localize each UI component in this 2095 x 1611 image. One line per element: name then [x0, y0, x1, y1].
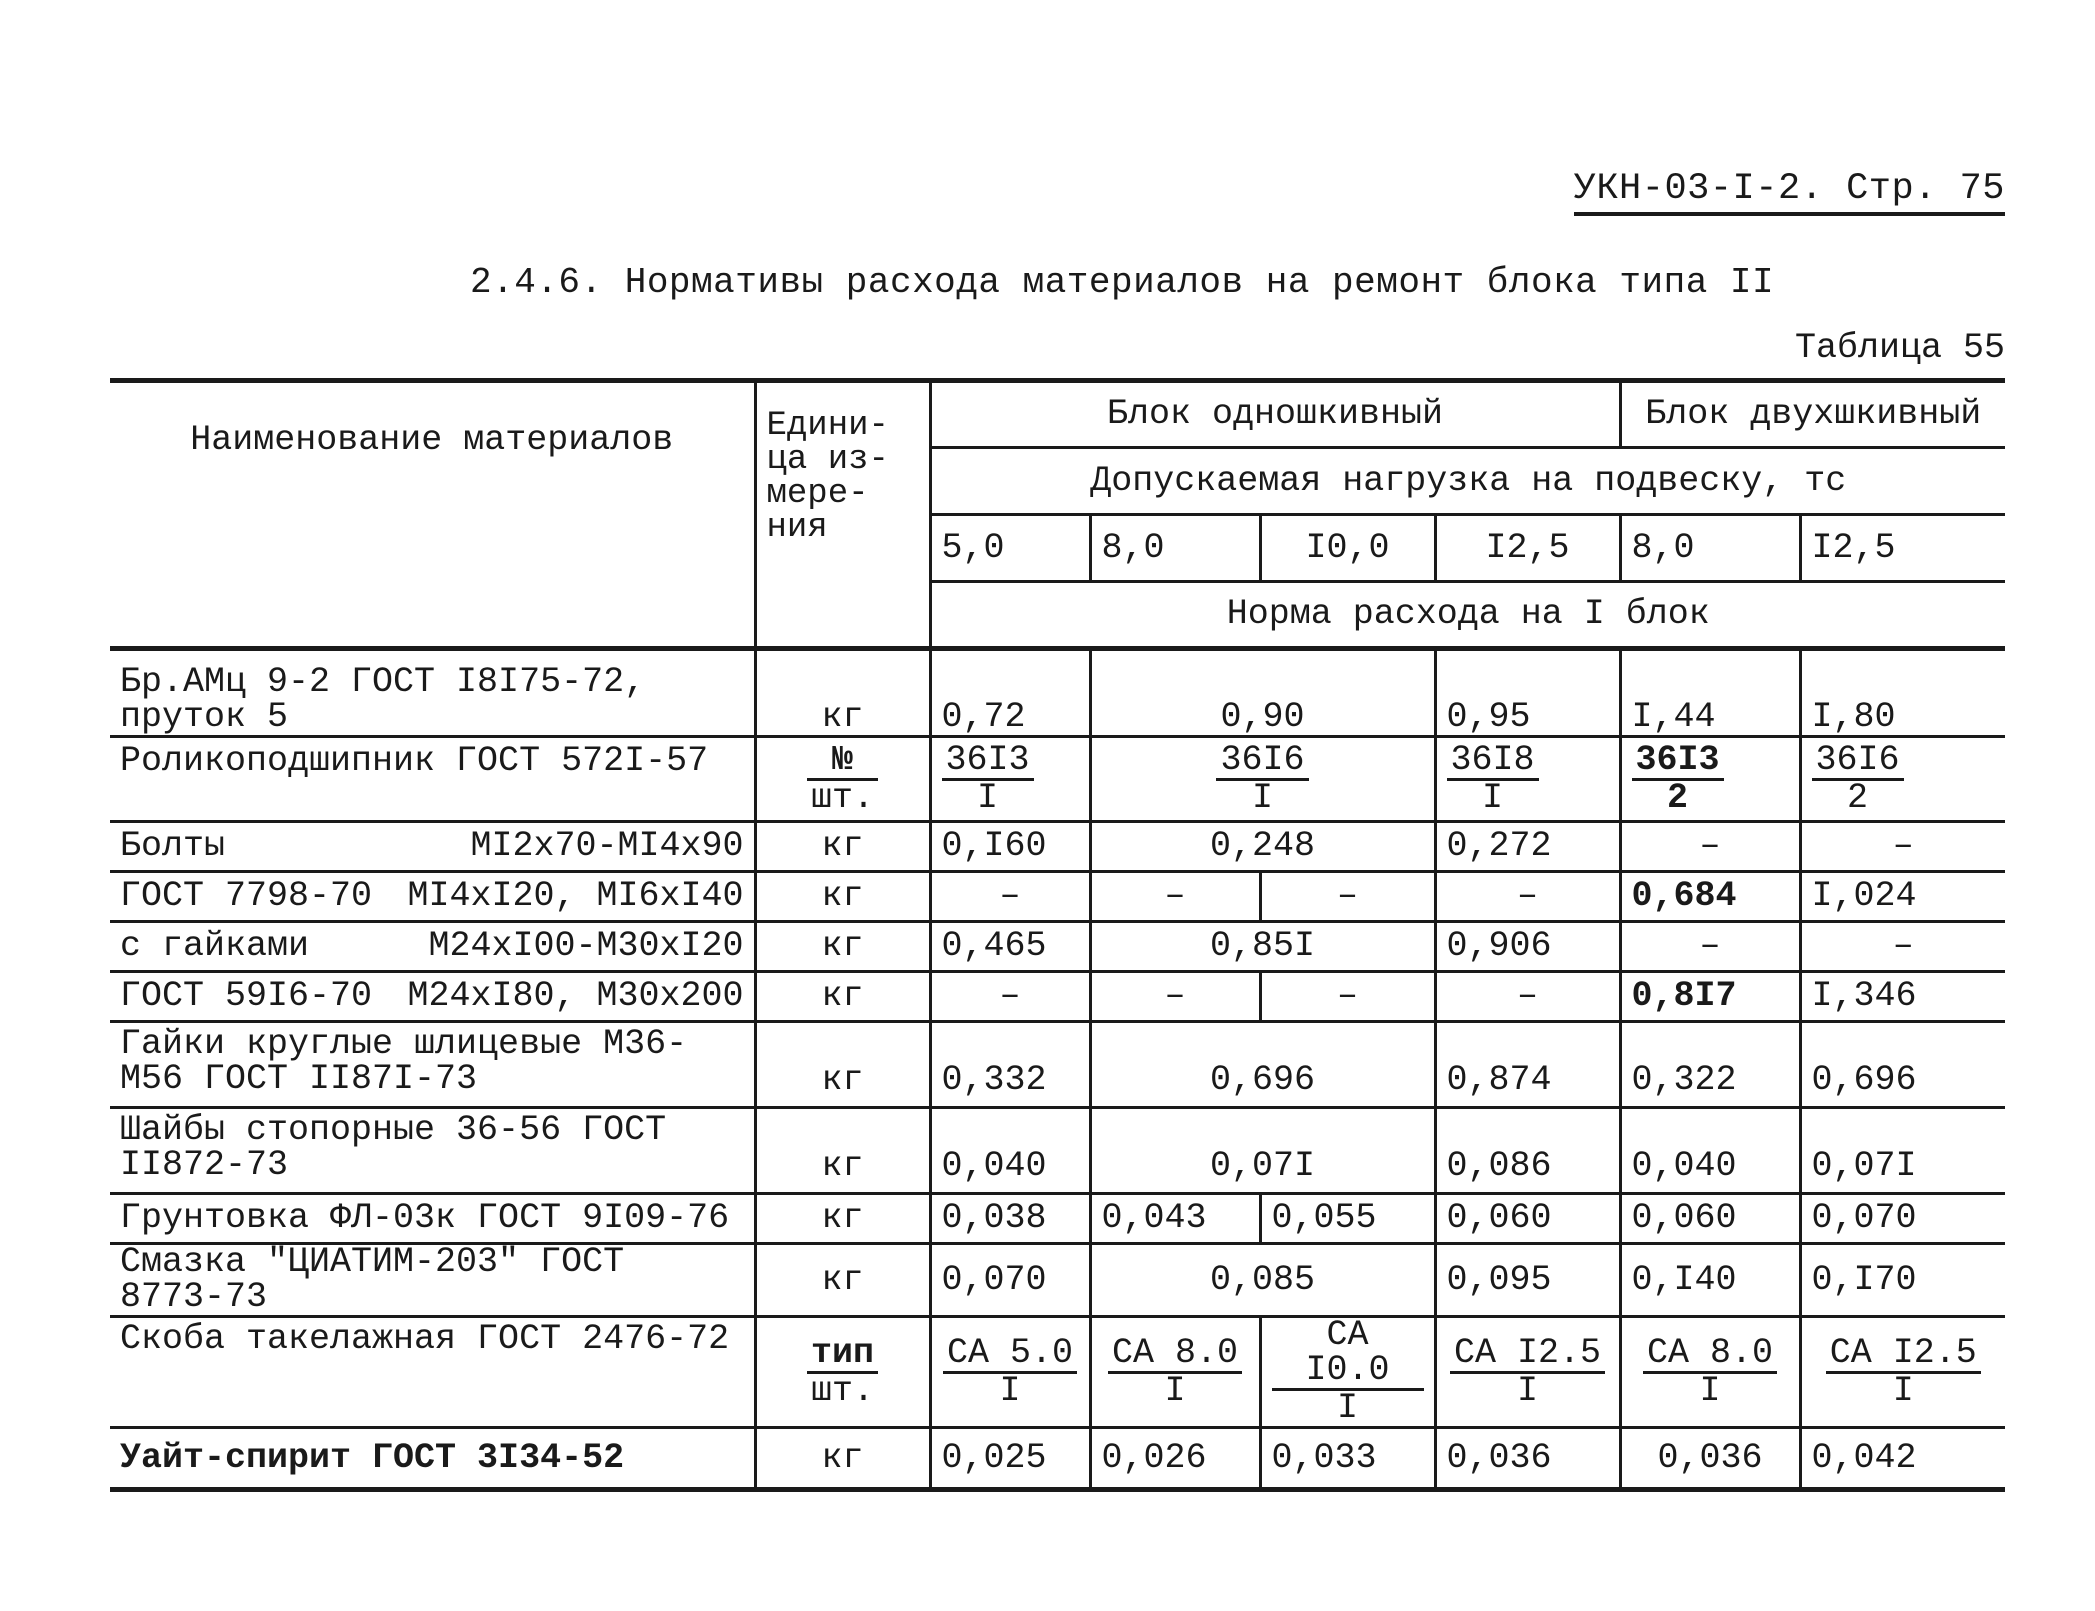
material-name: Роликоподшипник ГОСТ 572I-57: [110, 737, 755, 822]
value-cell: [1620, 1317, 1800, 1428]
value-cell: –: [930, 972, 1090, 1022]
material-name: Шайбы стопорные 36-56 ГОСТ II872-73: [110, 1108, 755, 1194]
material-name: Уайт-спирит ГОСТ 3I34-52: [110, 1428, 755, 1490]
bearing-number: 36I3: [942, 743, 1034, 781]
table-row: [110, 1317, 2005, 1428]
unit-cell: кг: [755, 922, 930, 972]
unit-cell: кг: [755, 1194, 930, 1244]
table-row: [110, 822, 2005, 872]
shackle-quantity: I: [1699, 1370, 1721, 1411]
bearing-quantity: I: [1482, 777, 1504, 818]
value-cell: 0,060: [1435, 1194, 1620, 1244]
shackle-type: CA I2.5: [1450, 1336, 1605, 1374]
value-cell: –: [930, 872, 1090, 922]
value-cell-merged: [1090, 737, 1435, 822]
value-cell: 0,040: [1620, 1108, 1800, 1194]
value-cell: [1620, 737, 1800, 822]
table-row: [110, 1022, 2005, 1108]
unit-numerator: тип: [807, 1336, 878, 1374]
material-name: Скоба такелажная ГОСТ 2476-72: [110, 1317, 755, 1428]
value-cell-merged: 0,85I: [1090, 922, 1435, 972]
value-cell: 0,025: [930, 1428, 1090, 1490]
table-row: [110, 649, 2005, 737]
material-name: Бр.АМц 9-2 ГОСТ I8I75-72, пруток 5: [110, 649, 755, 737]
value-cell: 0,8I7: [1620, 972, 1800, 1022]
load-value: I0,0: [1260, 515, 1435, 582]
value-cell: 0,026: [1090, 1428, 1260, 1490]
unit-cell: кг: [755, 1244, 930, 1317]
value-cell: [930, 737, 1090, 822]
bearing-number: 36I6: [1812, 743, 1904, 781]
bearing-quantity: 2: [1847, 777, 1869, 818]
value-cell: –: [1260, 972, 1435, 1022]
value-cell: 0,042: [1800, 1428, 2005, 1490]
bearing-quantity: I: [1251, 777, 1273, 818]
table-row: [110, 922, 2005, 972]
table-number: Таблица 55: [1794, 328, 2005, 368]
value-cell: 0,043: [1090, 1194, 1260, 1244]
value-cell: –: [1090, 972, 1260, 1022]
value-cell: [1260, 1317, 1435, 1428]
unit-cell: кг: [755, 822, 930, 872]
unit-cell: кг: [755, 872, 930, 922]
header-single-sheave: Блок одношкивный: [930, 381, 1620, 448]
value-cell: I,80: [1800, 649, 2005, 737]
shackle-type: CA 5.0: [943, 1336, 1077, 1374]
value-cell: 0,070: [1800, 1194, 2005, 1244]
value-cell: [1435, 737, 1620, 822]
unit-cell: кг: [755, 1428, 930, 1490]
value-cell: 0,036: [1620, 1428, 1800, 1490]
value-cell: 0,070: [930, 1244, 1090, 1317]
shackle-quantity: I: [1892, 1370, 1914, 1411]
value-cell: [1090, 1317, 1260, 1428]
value-cell: 0,465: [930, 922, 1090, 972]
header-norm-per-block: Норма расхода на I блок: [930, 582, 2005, 649]
unit-denominator: шт.: [810, 777, 874, 818]
material-size: M24xI80, M30x200: [407, 976, 744, 1016]
material-name: [110, 822, 755, 872]
unit-cell: кг: [755, 1022, 930, 1108]
load-value: 8,0: [1090, 515, 1260, 582]
value-cell-merged: 0,696: [1090, 1022, 1435, 1108]
header-double-sheave: Блок двухшкивный: [1620, 381, 2005, 448]
value-cell: –: [1260, 872, 1435, 922]
value-cell: I,346: [1800, 972, 2005, 1022]
value-cell: 0,055: [1260, 1194, 1435, 1244]
value-cell: [930, 1317, 1090, 1428]
value-cell: [1800, 1317, 2005, 1428]
unit-cell: кг: [755, 1108, 930, 1194]
value-cell: 0,033: [1260, 1428, 1435, 1490]
value-cell: 0,036: [1435, 1428, 1620, 1490]
section-title: 2.4.6. Нормативы расхода материалов на ремонт блока типа II: [470, 262, 1775, 303]
value-cell: 0,322: [1620, 1022, 1800, 1108]
table-row: [110, 1244, 2005, 1317]
material-name: [110, 872, 755, 922]
value-cell: –: [1620, 822, 1800, 872]
materials-norms-table: [110, 378, 2005, 1492]
value-cell: –: [1090, 872, 1260, 922]
value-cell: 0,086: [1435, 1108, 1620, 1194]
value-cell: 0,I40: [1620, 1244, 1800, 1317]
header-allowed-load: Допускаемая нагрузка на подвеску, тс: [930, 448, 2005, 515]
value-cell-merged: 0,085: [1090, 1244, 1435, 1317]
shackle-quantity: I: [1336, 1388, 1358, 1428]
table-row: [110, 1194, 2005, 1244]
value-cell: [1435, 1317, 1620, 1428]
value-cell: –: [1435, 972, 1620, 1022]
value-cell: 0,272: [1435, 822, 1620, 872]
value-cell: 0,874: [1435, 1022, 1620, 1108]
document-reference: УКН-03-I-2. Стр. 75: [1574, 168, 2005, 216]
value-cell: 0,095: [1435, 1244, 1620, 1317]
material-name-left: с гайками: [120, 926, 310, 966]
load-value: I2,5: [1435, 515, 1620, 582]
shackle-type: CA I2.5: [1826, 1336, 1981, 1374]
unit-denominator: шт.: [810, 1370, 874, 1411]
bearing-quantity: I: [977, 777, 999, 818]
value-cell: 0,332: [930, 1022, 1090, 1108]
load-value: 8,0: [1620, 515, 1800, 582]
value-cell: –: [1800, 922, 2005, 972]
value-cell-merged: 0,90: [1090, 649, 1435, 737]
header-unit: Едини- ца из- мере- ния: [755, 381, 930, 649]
material-name-left: Болты: [120, 826, 226, 866]
value-cell: –: [1620, 922, 1800, 972]
value-cell: –: [1435, 872, 1620, 922]
value-cell: 0,038: [930, 1194, 1090, 1244]
value-cell: 0,906: [1435, 922, 1620, 972]
value-cell: I,44: [1620, 649, 1800, 737]
bearing-quantity: 2: [1667, 777, 1689, 818]
material-size: MI4xI20, MI6xI40: [407, 876, 744, 916]
value-cell: 0,07I: [1800, 1108, 2005, 1194]
value-cell: –: [1800, 822, 2005, 872]
bearing-number: 36I6: [1216, 743, 1308, 781]
load-value: I2,5: [1800, 515, 2005, 582]
bearing-number: 36I3: [1632, 743, 1724, 781]
unit-numerator: №: [807, 743, 878, 781]
table-row: [110, 1108, 2005, 1194]
value-cell: I,024: [1800, 872, 2005, 922]
value-cell: 0,72: [930, 649, 1090, 737]
unit-cell: кг: [755, 649, 930, 737]
value-cell-merged: 0,248: [1090, 822, 1435, 872]
table-row: [110, 972, 2005, 1022]
value-cell: 0,696: [1800, 1022, 2005, 1108]
header-row-groups: [110, 381, 2005, 448]
shackle-quantity: I: [999, 1370, 1021, 1411]
table-row: [110, 872, 2005, 922]
table-row: [110, 737, 2005, 822]
value-cell: 0,040: [930, 1108, 1090, 1194]
material-size: M24xI00-M30xI20: [428, 926, 744, 966]
value-cell-merged: 0,07I: [1090, 1108, 1435, 1194]
shackle-type: CA I0.0: [1272, 1318, 1424, 1391]
value-cell: 0,684: [1620, 872, 1800, 922]
unit-cell: кг: [755, 972, 930, 1022]
material-name: Гайки круглые шлицевые M36-M56 ГОСТ II87I-73: [110, 1022, 755, 1108]
value-cell: 0,I70: [1800, 1244, 2005, 1317]
value-cell: [1800, 737, 2005, 822]
material-name-left: ГОСТ 7798-70: [120, 876, 373, 916]
material-size: MI2x70-MI4x90: [470, 826, 744, 866]
material-name: [110, 972, 755, 1022]
value-cell: 0,060: [1620, 1194, 1800, 1244]
unit-cell: [755, 1317, 930, 1428]
shackle-quantity: I: [1164, 1370, 1186, 1411]
shackle-type: CA 8.0: [1108, 1336, 1242, 1374]
value-cell: 0,95: [1435, 649, 1620, 737]
load-value: 5,0: [930, 515, 1090, 582]
shackle-quantity: I: [1516, 1370, 1538, 1411]
material-name-left: ГОСТ 59I6-70: [120, 976, 373, 1016]
bearing-number: 36I8: [1447, 743, 1539, 781]
table-row: [110, 1428, 2005, 1490]
unit-cell: [755, 737, 930, 822]
material-name: [110, 922, 755, 972]
material-name: Смазка "ЦИАТИМ-203" ГОСТ 8773-73: [110, 1244, 755, 1317]
header-material-name: Наименование материалов: [110, 381, 755, 649]
shackle-type: CA 8.0: [1643, 1336, 1777, 1374]
material-name: Грунтовка ФЛ-03к ГОСТ 9I09-76: [110, 1194, 755, 1244]
value-cell: 0,I60: [930, 822, 1090, 872]
